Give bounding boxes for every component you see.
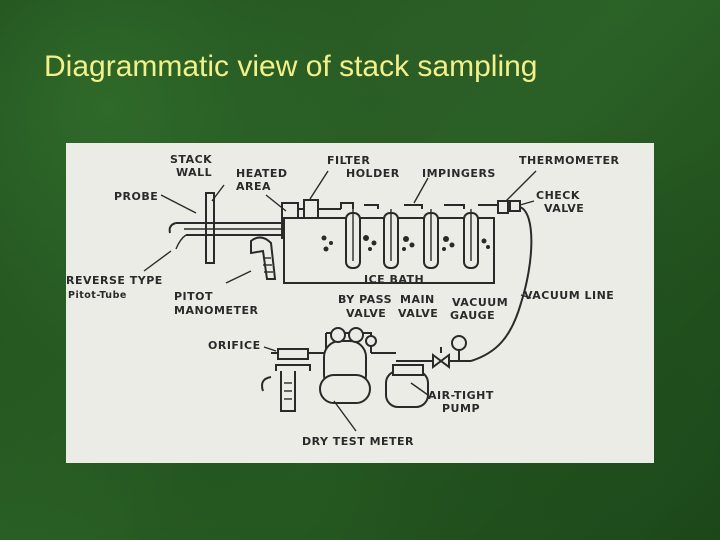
label-vacuum-gauge-2: GAUGE — [450, 309, 496, 322]
label-stack-wall-1: STACK — [170, 153, 213, 166]
probe — [170, 223, 298, 249]
slide-title: Diagrammatic view of stack sampling — [44, 50, 538, 83]
label-pitot-manometer-2: MANOMETER — [174, 304, 259, 317]
label-vacuum-gauge-1: VACUUM — [452, 296, 509, 309]
label-stack-wall-2: WALL — [176, 166, 213, 179]
label-impingers: IMPINGERS — [422, 167, 496, 180]
check-valve — [510, 201, 520, 211]
orifice — [262, 349, 310, 411]
label-main-valve-2: VALVE — [398, 307, 439, 320]
dry-test-meter — [320, 328, 370, 403]
label-probe: PROBE — [114, 190, 159, 203]
label-reverse-type: REVERSE TYPE — [66, 274, 163, 287]
label-main-valve-1: MAIN — [400, 293, 435, 306]
label-ice-bath: ICE BATH — [364, 273, 425, 286]
by-pass-valve — [366, 336, 376, 346]
label-check-valve-1: CHECK — [536, 189, 580, 202]
label-air-tight-pump-2: PUMP — [442, 402, 481, 415]
label-by-pass-valve-2: VALVE — [346, 307, 387, 320]
label-check-valve-2: VALVE — [544, 202, 585, 215]
label-pitot-manometer-1: PITOT — [174, 290, 214, 303]
vacuum-gauge — [452, 336, 466, 361]
label-thermometer: THERMOMETER — [519, 154, 620, 167]
label-orifice: ORIFICE — [208, 339, 261, 352]
label-by-pass-valve-1: BY PASS — [338, 293, 392, 306]
label-filter-holder-1: FILTER — [327, 154, 371, 167]
stack-wall — [206, 193, 214, 263]
label-dry-test-meter: DRY TEST METER — [302, 435, 415, 448]
stack-sampling-diagram — [66, 143, 654, 463]
label-pitot-tube: Pitot-Tube — [68, 290, 127, 301]
pitot-manometer — [251, 237, 275, 279]
main-valve — [433, 347, 449, 367]
thermometer — [498, 201, 508, 213]
label-air-tight-pump-1: AIR-TIGHT — [428, 389, 494, 402]
diagram-drawing — [66, 143, 654, 463]
label-heated-area-2: AREA — [236, 180, 272, 193]
filter-holder — [298, 200, 341, 218]
label-vacuum-line: VACUUM LINE — [524, 289, 615, 302]
label-heated-area-1: HEATED — [236, 167, 288, 180]
label-filter-holder-2: HOLDER — [346, 167, 400, 180]
air-tight-pump — [386, 365, 428, 407]
